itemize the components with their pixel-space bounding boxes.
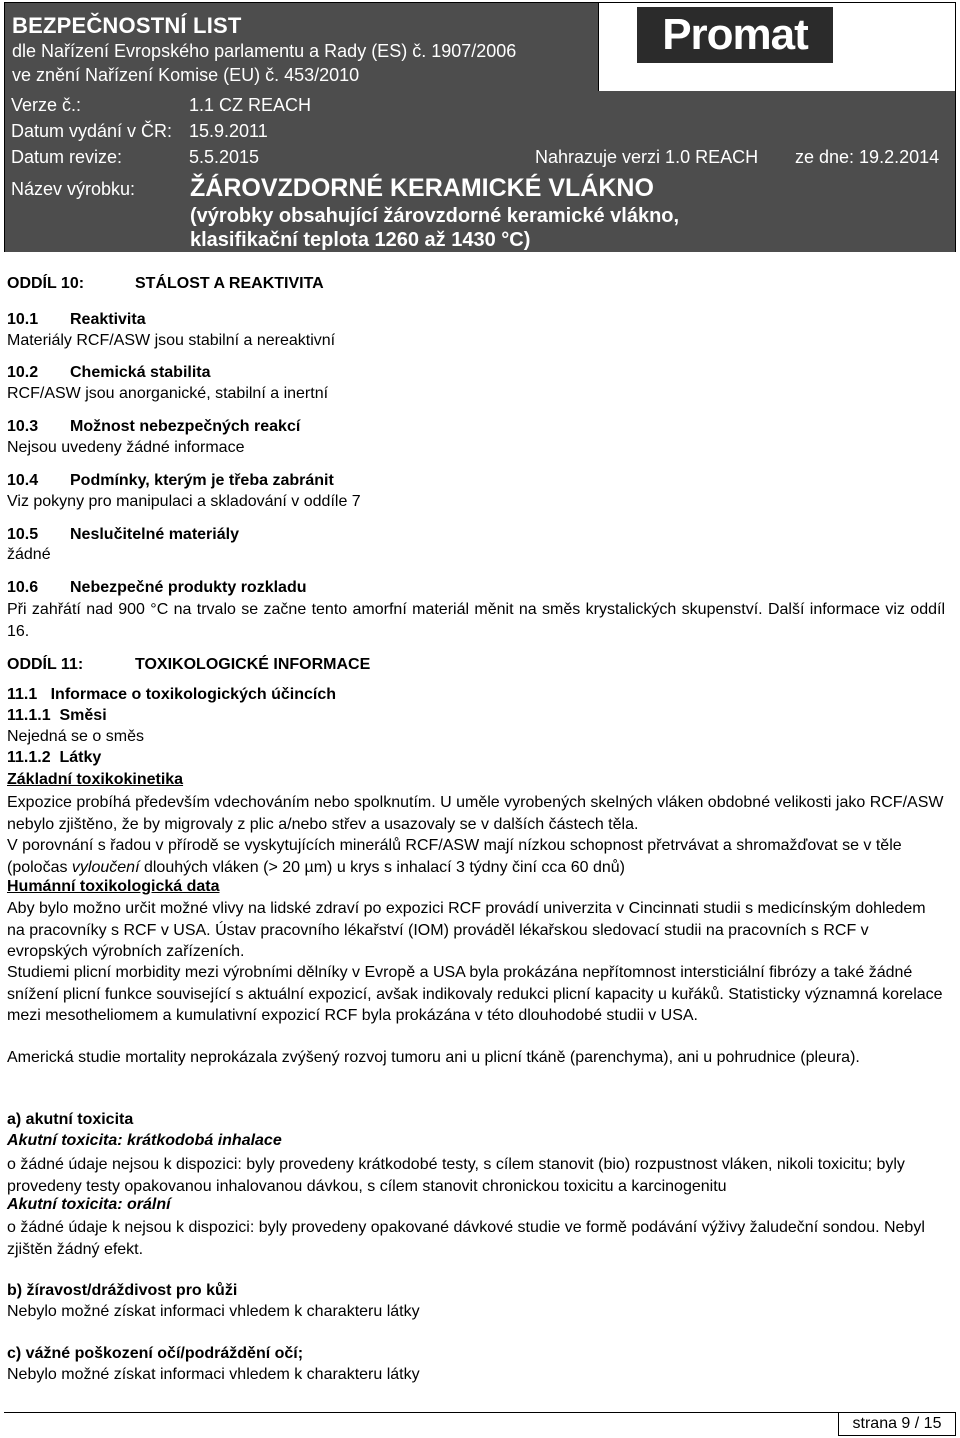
acute-toxicity-heading: a) akutní toxicita: [7, 1111, 134, 1128]
subsection-title: Reaktivita: [70, 311, 146, 328]
subsection-11-1-1: 11.1.1 Směsi: [7, 707, 107, 724]
subsection-text: Nejsou uvedeny žádné informace: [7, 439, 245, 456]
subsection-title: Chemická stabilita: [70, 364, 211, 381]
revision-date-label: Datum revize:: [11, 147, 123, 167]
subsection-text: Materiály RCF/ASW jsou stabilní a nereaktivní: [7, 332, 336, 349]
promat-logo: Promat: [637, 7, 833, 63]
subsection-title: Nebezpečné produkty rozkladu: [70, 579, 307, 596]
footer-divider: [4, 1412, 956, 1413]
acute-oral-heading: Akutní toxicita: orální: [7, 1196, 171, 1213]
subsection-title: Možnost nebezpečných reakcí: [70, 418, 301, 435]
acute-inhalation-text: o žádné údaje nejsou k dispozici: byly provedeny krátkodobé testy, s cílem stanovit (bio) rozpustnost vláken, nikoli toxicitu; byly provedeny testy opakovanou inhalovanou dávkou, s cílem stanovit chronickou toxicitu a karcinogenitu: [7, 1156, 905, 1195]
product-name: ŽÁROVZDORNÉ KERAMICKÉ VLÁKNO: [190, 174, 654, 202]
product-description-1: (výrobky obsahující žárovzdorné keramické vlákno,: [190, 205, 680, 227]
human-paragraph-2: Studiemi plicní morbidity mezi výrobními dělníky v Evropě a USA byla prokázána nepřítomnost intersticiální fibrózy a také žádné snížení plicní funkce související s aktuální expozicí, avšak indikovaly redukci plicní kapacity u kuřáků. Statisticky významná korelace mezi mesotheliomem a kumulativní expozicí RCF byla prokázána v této dlouhodobé studii v USA.: [7, 964, 943, 1024]
eye-damage-text: Nebylo možné získat informaci vhledem k charakteru látky: [7, 1366, 420, 1383]
subsection-text: Viz pokyny pro manipulaci a skladování v oddíle 7: [7, 493, 361, 510]
subsection-number: 10.6: [7, 579, 39, 596]
section-10-number: ODDÍL 10:: [7, 275, 85, 292]
logo-area: [599, 3, 955, 92]
subsection-text: žádné: [7, 546, 51, 563]
kinetics-text-italic: vyloučení: [71, 858, 140, 876]
kinetics-paragraph-2: [7, 835, 947, 878]
subsection-11-1: 11.1 Informace o toxikologických účincích: [7, 686, 336, 703]
subsection-text: Při zahřátí nad 900 °C na trvalo se začne tento amorfní materiál měnit na směs krystalických skupenství. Další informace viz oddíl 16.: [7, 601, 945, 640]
header-title-block: [5, 3, 599, 92]
subsection-text: Nejedná se o směs: [7, 728, 144, 745]
regulation-line-1: dle Nařízení Evropského parlamentu a Rady (ES) č. 1907/2006: [12, 41, 517, 61]
subsection-title: Podmínky, kterým je třeba zabránit: [70, 472, 334, 489]
human-paragraph-1: Aby bylo možno určit možné vlivy na lidské zdraví po expozici RCF provádí univerzita v Cincinnati studii s medicínským dohledem na pracovníky s RCF v USA. Ústav pracovního lékařství (IOM) prováděl lékařskou sledovací studii na pracovních s RCF v evropských výrobních zařízeních.: [7, 900, 926, 960]
version-value: 1.1 CZ REACH: [189, 95, 312, 115]
document-header: [4, 2, 956, 252]
subsection-number: 10.1: [7, 311, 39, 328]
regulation-line-2: ve znění Nařízení Komise (EU) č. 453/2010: [12, 65, 360, 85]
skin-corrosion-heading: b) žíravost/dráždivost pro kůži: [7, 1282, 238, 1299]
issue-date-value: 15.9.2011: [189, 121, 268, 141]
subsection-number: 10.5: [7, 526, 39, 543]
document-title: BEZPEČNOSTNÍ LIST: [12, 13, 242, 38]
skin-corrosion-text: Nebylo možné získat informaci vhledem k charakteru látky: [7, 1303, 420, 1320]
kinetics-paragraph-1: Expozice probíhá především vdechováním nebo spolknutím. U uměle vyrobených skelných vláken obdobné velikosti jako RCF/ASW nebylo zjištěno, že by migrovaly z plic a/nebo střev a usazovaly se v dalších částech těla.: [7, 794, 944, 833]
replaces-date: ze dne: 19.2.2014: [795, 147, 940, 167]
subsection-number: 10.2: [7, 364, 39, 381]
kinetics-text-b: dlouhých vláken (> 20 µm) u krys s inhalací 3 týdny činí cca 60 dnů): [139, 858, 625, 876]
subsection-title: Neslučitelné materiály: [70, 526, 239, 543]
issue-date-label: Datum vydání v ČR:: [11, 121, 173, 141]
acute-oral-text: o žádné údaje k nejsou k dispozici: byly provedeny opakované dávkové studie ve formě podávání výživy žaludeční sondou. Nebyl zjištěn žádný efekt.: [7, 1219, 925, 1258]
subsection-text: RCF/ASW jsou anorganické, stabilní a inertní: [7, 385, 329, 402]
product-description-2: klasifikační teplota 1260 až 1430 °C): [190, 229, 531, 251]
section-10-title: STÁLOST A REAKTIVITA: [135, 275, 324, 292]
kinetics-heading: Základní toxikokinetika: [7, 771, 184, 788]
human-data-heading: Humánní toxikologická data: [7, 878, 220, 895]
acute-inhalation-heading: Akutní toxicita: krátkodobá inhalace: [7, 1132, 282, 1149]
page-number: strana 9 / 15: [838, 1412, 956, 1436]
subsection-number: 10.3: [7, 418, 39, 435]
replaces-version: Nahrazuje verzi 1.0 REACH: [535, 147, 759, 167]
subsection-number: 10.4: [7, 472, 39, 489]
revision-date-value: 5.5.2015: [189, 147, 260, 167]
section-11-number: ODDÍL 11:: [7, 656, 84, 673]
section-11-title: TOXIKOLOGICKÉ INFORMACE: [135, 656, 371, 673]
eye-damage-heading: c) vážné poškození očí/podráždění očí;: [7, 1345, 304, 1362]
version-label: Verze č.:: [11, 95, 82, 115]
product-label: Název výrobku:: [11, 179, 136, 199]
kinetics-text-a: V porovnání s řadou v přírodě se vyskytujících minerálů RCF/ASW mají nízkou schopnost přetrvávat a shromažďovat se v těle (poločas: [7, 837, 902, 876]
human-paragraph-3: Americká studie mortality neprokázala zvýšený rozvoj tumoru ani u plicní tkáně (parenchyma), ani u pohrudnice (pleura).: [7, 1049, 860, 1066]
subsection-11-1-2: 11.1.2 Látky: [7, 749, 102, 766]
